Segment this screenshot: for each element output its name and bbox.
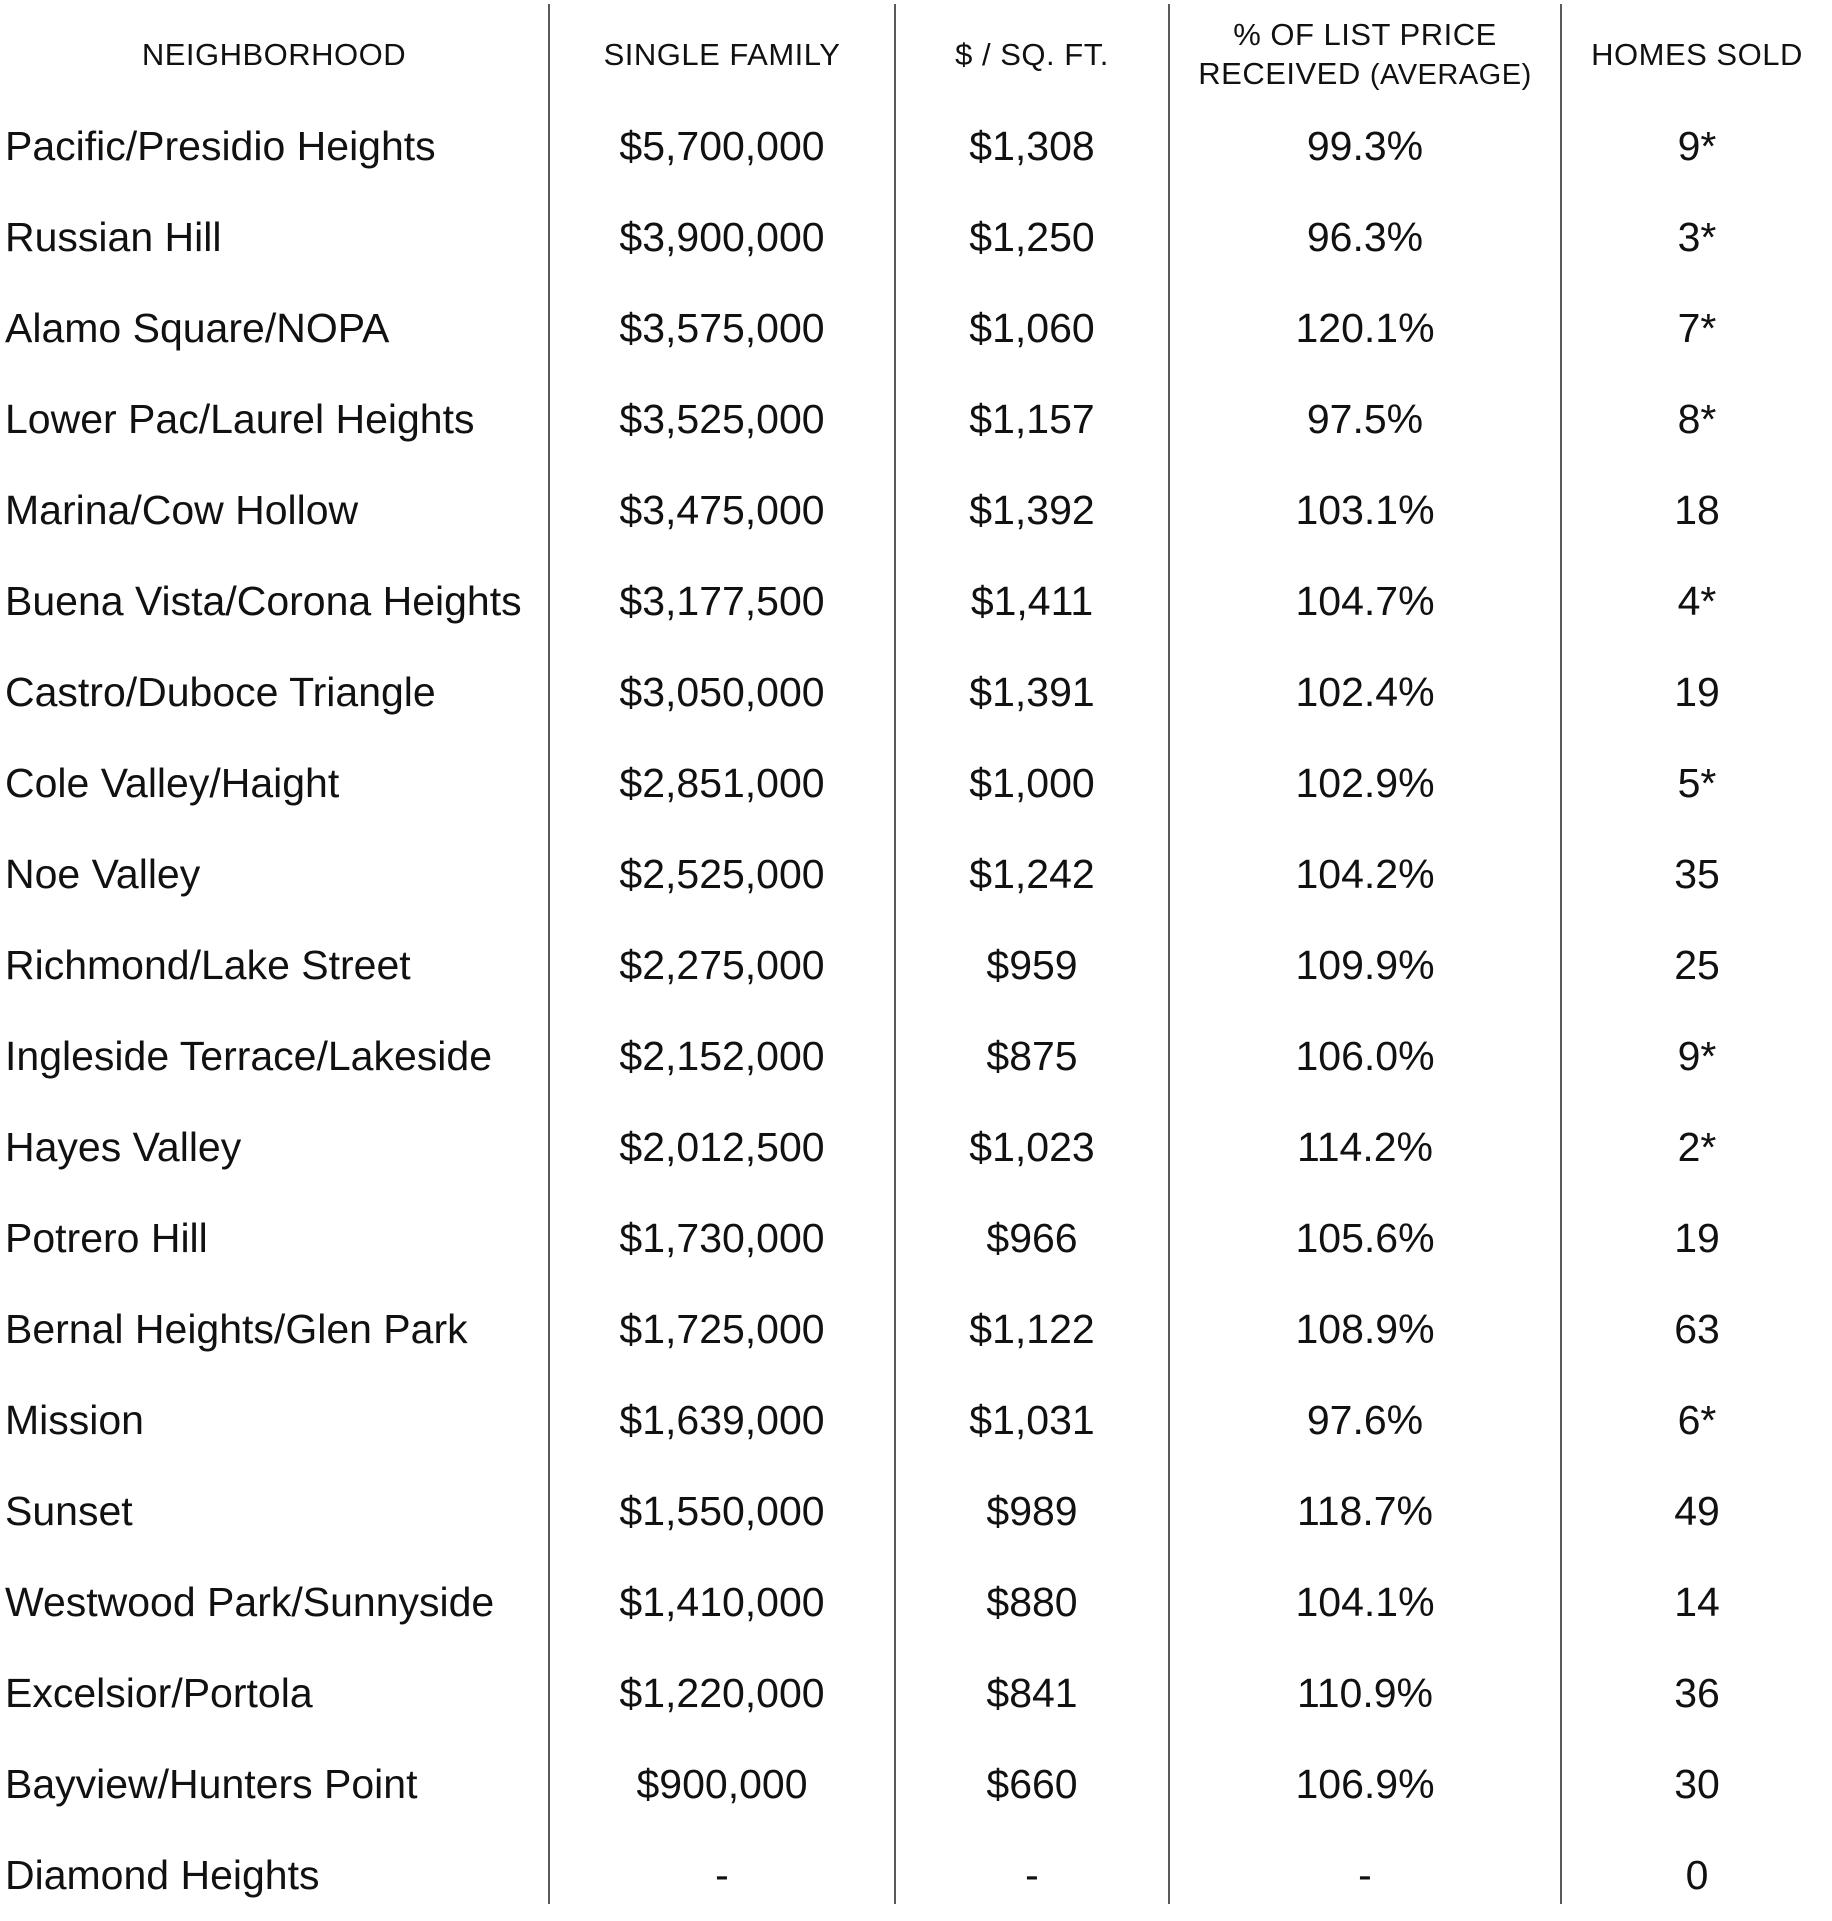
neighborhood-cell: Buena Vista/Corona Heights — [5, 578, 522, 624]
single-family-price-cell: $1,639,000 — [619, 1397, 825, 1443]
header-single-family — [550, 0, 894, 110]
pct-list-price-cell: 102.9% — [1295, 760, 1435, 806]
neighborhood-cell: Richmond/Lake Street — [5, 942, 411, 988]
table-row — [0, 1011, 1832, 1102]
pct-list-price-cell: 118.7% — [1296, 1488, 1433, 1534]
header-single-family-label: SINGLE FAMILY — [603, 36, 841, 72]
header-price-per-sqft — [896, 0, 1168, 110]
neighborhood-cell: Mission — [5, 1397, 144, 1443]
header-pct-list-line1: % OF LIST PRICE — [1233, 17, 1497, 53]
homes-sold-cell: 19 — [1674, 1215, 1720, 1261]
homes-sold-cell: 9* — [1677, 123, 1717, 169]
header-pct-list-line2: RECEIVED — [1198, 56, 1361, 91]
pct-list-price-cell: 108.9% — [1295, 1306, 1435, 1352]
pct-list-price-cell: 110.9% — [1296, 1670, 1433, 1716]
price-per-sqft-cell: $875 — [986, 1033, 1078, 1079]
homes-sold-cell: 35 — [1674, 851, 1720, 897]
single-family-price-cell: $1,725,000 — [619, 1306, 825, 1352]
price-per-sqft-cell: $880 — [986, 1579, 1078, 1625]
homes-sold-cell: 2* — [1677, 1124, 1717, 1170]
homes-sold-cell: 19 — [1674, 669, 1720, 715]
single-family-price-cell: $2,012,500 — [619, 1124, 825, 1170]
neighborhood-cell: Castro/Duboce Triangle — [5, 669, 436, 715]
single-family-price-cell: $3,475,000 — [619, 487, 825, 533]
header-homes-sold-label: HOMES SOLD — [1591, 36, 1803, 72]
homes-sold-cell: 18 — [1674, 487, 1720, 533]
price-per-sqft-cell: $841 — [986, 1670, 1078, 1716]
header-homes-sold — [1562, 0, 1832, 110]
single-family-price-cell: $900,000 — [636, 1761, 808, 1807]
pct-list-price-cell: 104.1% — [1295, 1579, 1435, 1625]
pct-list-price-cell: 105.6% — [1295, 1215, 1435, 1261]
price-per-sqft-cell: $1,308 — [969, 123, 1095, 169]
table-row — [0, 1193, 1832, 1284]
neighborhood-cell: Alamo Square/NOPA — [5, 305, 390, 351]
pct-list-price-cell: 106.9% — [1295, 1761, 1435, 1807]
price-per-sqft-cell: $959 — [986, 942, 1078, 988]
homes-sold-cell: 49 — [1674, 1488, 1720, 1534]
pct-list-price-cell: 106.0% — [1295, 1033, 1435, 1079]
single-family-price-cell: $3,525,000 — [619, 396, 825, 442]
table-row — [0, 920, 1832, 1011]
table-row — [0, 101, 1832, 192]
pct-list-price-cell: 109.9% — [1295, 942, 1435, 988]
price-per-sqft-cell: $1,031 — [969, 1397, 1095, 1443]
price-per-sqft-cell: $1,250 — [969, 214, 1095, 260]
table-row — [0, 1375, 1832, 1466]
header-price-per-sqft-label: $ / SQ. FT. — [955, 36, 1109, 72]
header-neighborhood-label: NEIGHBORHOOD — [141, 36, 407, 72]
pct-list-price-cell: 104.2% — [1295, 851, 1435, 897]
price-per-sqft-cell: $1,060 — [969, 305, 1095, 351]
price-per-sqft-cell: $1,157 — [969, 396, 1095, 442]
header-pct-list-price — [1170, 0, 1560, 110]
neighborhood-cell: Excelsior/Portola — [5, 1670, 313, 1716]
single-family-price-cell: - — [715, 1852, 729, 1898]
neighborhood-cell: Marina/Cow Hollow — [5, 487, 359, 533]
single-family-price-cell: $2,152,000 — [619, 1033, 825, 1079]
table-row — [0, 192, 1832, 283]
price-per-sqft-cell: - — [1025, 1852, 1039, 1898]
pct-list-price-cell: 96.3% — [1306, 214, 1424, 260]
neighborhood-cell: Ingleside Terrace/Lakeside — [5, 1033, 492, 1079]
neighborhood-cell: Pacific/Presidio Heights — [5, 123, 436, 169]
homes-sold-cell: 36 — [1674, 1670, 1720, 1716]
single-family-price-cell: $1,550,000 — [619, 1488, 825, 1534]
homes-sold-cell: 9* — [1677, 1033, 1717, 1079]
homes-sold-cell: 3* — [1677, 214, 1717, 260]
neighborhood-cell: Cole Valley/Haight — [5, 760, 340, 806]
homes-sold-cell: 30 — [1674, 1761, 1720, 1807]
pct-list-price-cell: 120.1% — [1295, 305, 1435, 351]
table-row — [0, 1284, 1832, 1375]
homes-sold-cell: 0 — [1685, 1852, 1709, 1898]
homes-sold-cell: 4* — [1677, 578, 1717, 624]
table-row — [0, 374, 1832, 465]
price-per-sqft-cell: $1,242 — [969, 851, 1095, 897]
neighborhood-cell: Russian Hill — [5, 214, 222, 260]
price-per-sqft-cell: $989 — [986, 1488, 1078, 1534]
table-row — [0, 1739, 1832, 1830]
neighborhood-cell: Diamond Heights — [5, 1852, 320, 1898]
neighborhood-cell: Lower Pac/Laurel Heights — [5, 396, 475, 442]
table-row — [0, 829, 1832, 920]
pct-list-price-cell: 97.6% — [1306, 1397, 1424, 1443]
pct-list-price-cell: 102.4% — [1295, 669, 1435, 715]
price-per-sqft-cell: $1,023 — [969, 1124, 1095, 1170]
pct-list-price-cell: 104.7% — [1295, 578, 1435, 624]
price-per-sqft-cell: $1,000 — [969, 760, 1095, 806]
homes-sold-cell: 63 — [1674, 1306, 1720, 1352]
price-per-sqft-cell: $660 — [986, 1761, 1078, 1807]
single-family-price-cell: $3,177,500 — [619, 578, 825, 624]
single-family-price-cell: $3,050,000 — [619, 669, 825, 715]
single-family-price-cell: $3,575,000 — [619, 305, 825, 351]
homes-sold-cell: 25 — [1674, 942, 1720, 988]
neighborhood-cell: Noe Valley — [5, 851, 201, 897]
price-per-sqft-cell: $1,122 — [969, 1306, 1095, 1352]
pct-list-price-cell: - — [1358, 1852, 1372, 1898]
pct-list-price-cell: 99.3% — [1306, 123, 1424, 169]
neighborhood-cell: Westwood Park/Sunnyside — [5, 1579, 495, 1625]
neighborhood-cell: Sunset — [5, 1488, 133, 1534]
neighborhood-cell: Hayes Valley — [5, 1124, 242, 1170]
homes-sold-cell: 7* — [1677, 305, 1717, 351]
table-row — [0, 1830, 1832, 1921]
neighborhood-cell: Potrero Hill — [5, 1215, 208, 1261]
pct-list-price-cell: 114.2% — [1296, 1124, 1433, 1170]
price-per-sqft-cell: $1,411 — [970, 578, 1094, 624]
single-family-price-cell: $5,700,000 — [619, 123, 825, 169]
table-row — [0, 738, 1832, 829]
single-family-price-cell: $1,410,000 — [619, 1579, 825, 1625]
pct-list-price-cell: 103.1% — [1295, 487, 1435, 533]
header-neighborhood — [0, 0, 548, 110]
table-row — [0, 1466, 1832, 1557]
homes-sold-cell: 8* — [1677, 396, 1717, 442]
table-row — [0, 465, 1832, 556]
price-per-sqft-cell: $1,391 — [969, 669, 1095, 715]
table-row — [0, 1557, 1832, 1648]
homes-sold-cell: 5* — [1677, 760, 1717, 806]
single-family-price-cell: $2,525,000 — [619, 851, 825, 897]
price-per-sqft-cell: $966 — [986, 1215, 1078, 1261]
homes-sold-cell: 6* — [1677, 1397, 1717, 1443]
table-row — [0, 556, 1832, 647]
pct-list-price-cell: 97.5% — [1306, 396, 1424, 442]
neighborhood-cell: Bayview/Hunters Point — [5, 1761, 418, 1807]
header-pct-list-qualifier: (AVERAGE) — [1369, 59, 1532, 91]
single-family-price-cell: $1,220,000 — [619, 1670, 825, 1716]
table-row — [0, 1648, 1832, 1739]
table-header — [0, 0, 1832, 110]
single-family-price-cell: $2,851,000 — [619, 760, 825, 806]
homes-sold-cell: 14 — [1674, 1579, 1720, 1625]
table-row — [0, 1102, 1832, 1193]
single-family-price-cell: $3,900,000 — [619, 214, 825, 260]
price-per-sqft-cell: $1,392 — [969, 487, 1095, 533]
table-row — [0, 647, 1832, 738]
table-row — [0, 283, 1832, 374]
single-family-price-cell: $2,275,000 — [619, 942, 825, 988]
single-family-price-cell: $1,730,000 — [619, 1215, 825, 1261]
neighborhood-cell: Bernal Heights/Glen Park — [5, 1306, 468, 1352]
